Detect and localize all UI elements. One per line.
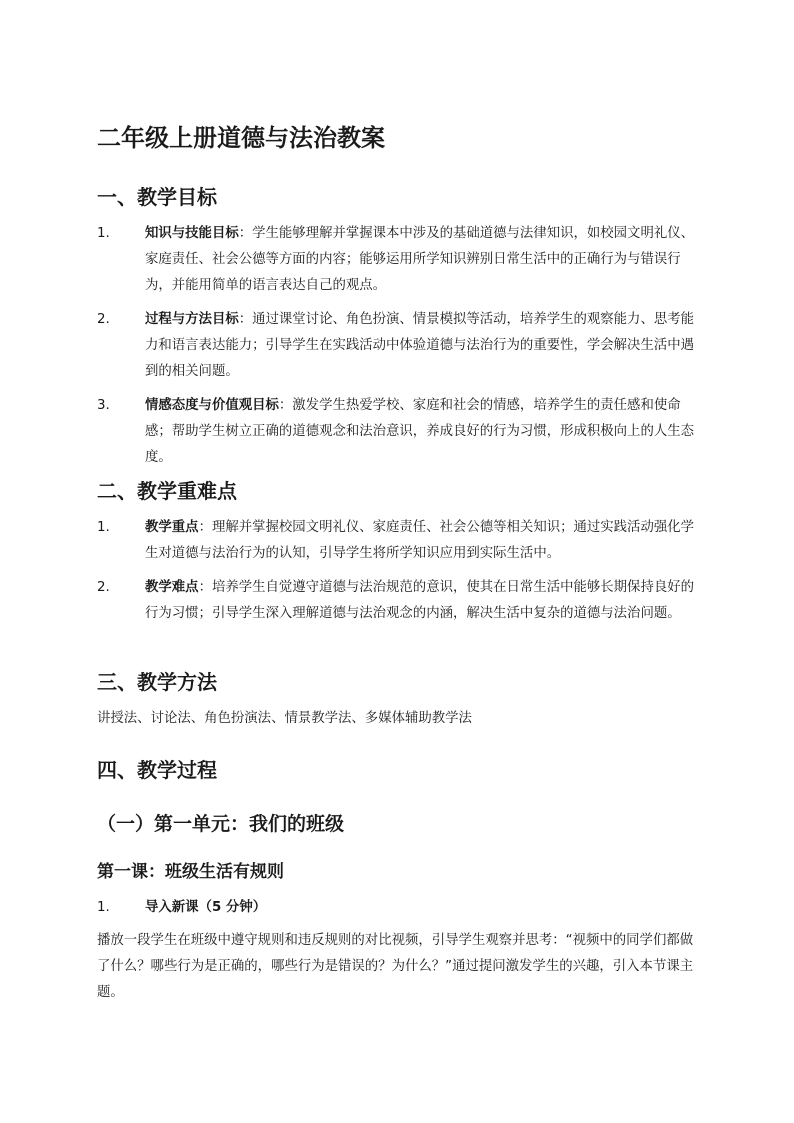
item-label: 教学重点 xyxy=(145,520,199,535)
item-text: ：培养学生自觉遵守道德与法治规范的意识，使其在日常生活中能够长期保持良好的行为习惯；引导学生深入理解道德与法治观念的内涵，解决生活中复杂的道德与法治问题。 xyxy=(145,580,695,621)
list-item xyxy=(97,515,700,567)
list-number: 1. xyxy=(97,520,110,535)
section-heading-goals: 一、教学目标 xyxy=(97,185,217,209)
list-item xyxy=(97,221,700,299)
list-number: 1. xyxy=(97,226,110,241)
item-text: ：理解并掌握校园文明礼仪、家庭责任、社会公德等相关知识；通过实践活动强化学生对道德与法治行为的认知，引导学生将所学知识应用到实际生活中。 xyxy=(145,520,695,561)
document-title: 二年级上册道德与法治教案 xyxy=(97,124,385,152)
process-steps-list xyxy=(97,895,700,929)
list-item xyxy=(97,307,700,385)
list-number: 1. xyxy=(97,900,110,915)
item-text: ：学生能够理解并掌握课本中涉及的基础道德与法律知识，如校园文明礼仪、家庭责任、社会公德等方面的内容；能够运用所学知识辨别日常生活中的正确行为与错误行为，并能用简单的语言表达自己的观点。 xyxy=(145,226,695,293)
list-number: 3. xyxy=(97,398,110,413)
key-points-list xyxy=(97,515,700,635)
list-number: 2. xyxy=(97,312,110,327)
item-text: ：通过课堂讨论、角色扮演、情景模拟等活动，培养学生的观察能力、思考能力和语言表达能力；引导学生在实践活动中体验道德与法治行为的重要性，学会解决生活中遇到的相关问题。 xyxy=(145,312,695,379)
goals-list xyxy=(97,221,700,479)
step-description: 播放一段学生在班级中遵守规则和违反规则的对比视频，引导学生观察并思考：“视频中的同学们都做了什么？哪些行为是正确的，哪些行为是错误的？为什么？”通过提问激发学生的兴趣，引入本节课主题。 xyxy=(97,933,694,1000)
lesson-heading: 第一课：班级生活有规则 xyxy=(97,862,284,882)
item-label: 教学难点 xyxy=(145,580,199,595)
section-heading-key-points: 二、教学重难点 xyxy=(97,479,237,503)
step-label: 导入新课（5 分钟） xyxy=(145,900,267,915)
list-item xyxy=(97,895,700,921)
list-number: 2. xyxy=(97,580,110,595)
unit-heading: （一）第一单元：我们的班级 xyxy=(97,813,345,835)
item-label: 知识与技能目标 xyxy=(145,226,239,241)
methods-text: 讲授法、讨论法、角色扮演法、情景教学法、多媒体辅助教学法 xyxy=(97,711,472,726)
item-label: 情感态度与价值观目标 xyxy=(145,398,279,413)
list-item xyxy=(97,393,700,471)
list-item xyxy=(97,575,700,627)
item-text: ：激发学生热爱学校、家庭和社会的情感，培养学生的责任感和使命感；帮助学生树立正确的道德观念和法治意识，养成良好的行为习惯，形成积极向上的人生态度。 xyxy=(145,398,695,465)
item-label: 过程与方法目标 xyxy=(145,312,239,327)
section-heading-methods: 三、教学方法 xyxy=(97,670,217,694)
section-heading-process: 四、教学过程 xyxy=(97,758,217,782)
